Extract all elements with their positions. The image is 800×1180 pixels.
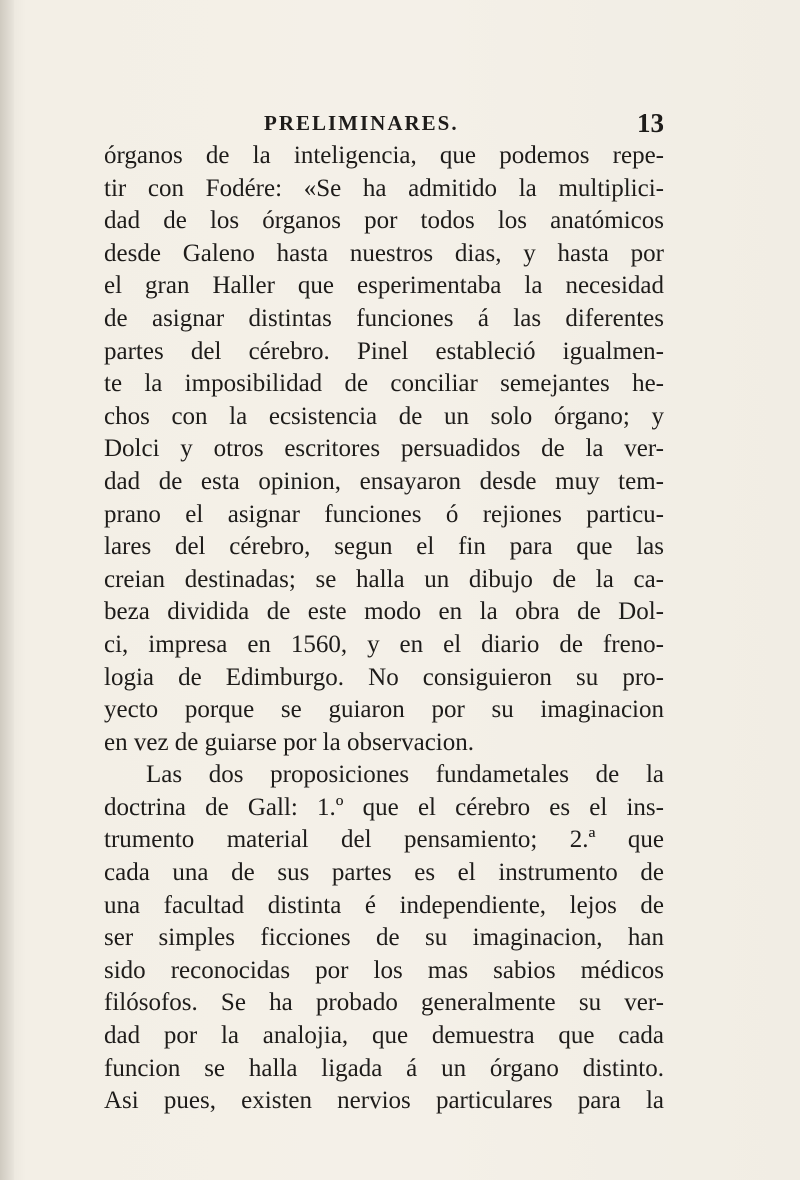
- text-line: de asignar distintas funciones á las diferentes: [104, 304, 664, 332]
- text-line: creian destinadas; se halla un dibujo de la ca-: [104, 565, 664, 593]
- text-line: cada una de sus partes es el instrumento de: [104, 859, 664, 887]
- text-line: logia de Edimburgo. No consiguieron su pro-: [104, 663, 664, 691]
- text-line: dad de esta opinion, ensayaron desde muy tem-: [104, 467, 664, 495]
- page-binding-edge: [0, 0, 14, 1180]
- text-line: yecto porque se guiaron por su imaginacion: [104, 696, 664, 724]
- text-line: tir con Fodére: «Se ha admitido la multiplici-: [104, 174, 664, 202]
- text-line: Las dos proposiciones fundametales de la: [146, 761, 664, 789]
- text-line: el gran Haller que esperimentaba la necesidad: [104, 272, 664, 300]
- text-line: una facultad distinta é independiente, lejos de: [104, 891, 664, 919]
- text-line: beza dividida de este modo en la obra de Dol-: [104, 598, 664, 626]
- text-line: prano el asignar funciones ó rejiones particu-: [104, 500, 664, 528]
- text-line: chos con la ecsistencia de un solo órgano; y: [104, 402, 664, 430]
- text-line: partes del cérebro. Pinel estableció igualmen-: [104, 337, 664, 365]
- text-line: sido reconocidas por los mas sabios médicos: [104, 956, 664, 984]
- text-line: en vez de guiarse por la observacion.: [104, 728, 474, 756]
- text-line: Asi pues, existen nervios particulares para la: [104, 1087, 664, 1115]
- running-head: [104, 106, 664, 140]
- text-line: dad por la analojia, que demuestra que cada: [104, 1022, 664, 1050]
- text-line: te la imposibilidad de conciliar semejantes he-: [104, 370, 664, 398]
- text-line: filósofos. Se ha probado generalmente su ver-: [104, 989, 664, 1017]
- text-line: desde Galeno hasta nuestros dias, y hasta por: [104, 239, 664, 267]
- text-line: ci, impresa en 1560, y en el diario de freno-: [104, 630, 664, 658]
- text-line: dad de los órganos por todos los anatómicos: [104, 207, 664, 235]
- running-head-title: PRELIMINARES.: [264, 111, 459, 135]
- text-line: Dolci y otros escritores persuadidos de la ver-: [104, 435, 664, 463]
- body-text: [104, 140, 664, 1118]
- text-line: funcion se halla ligada á un órgano distinto.: [104, 1054, 664, 1082]
- page-number: 13: [637, 108, 664, 138]
- text-line: lares del cérebro, segun el fin para que las: [104, 533, 664, 561]
- text-line: trumento material del pensamiento; 2.ª que: [104, 826, 664, 854]
- text-line: ser simples ficciones de su imaginacion, han: [104, 924, 664, 952]
- text-line: órganos de la inteligencia, que podemos repe-: [104, 142, 664, 169]
- text-line: doctrina de Gall: 1.º que el cérebro es el ins-: [104, 793, 664, 821]
